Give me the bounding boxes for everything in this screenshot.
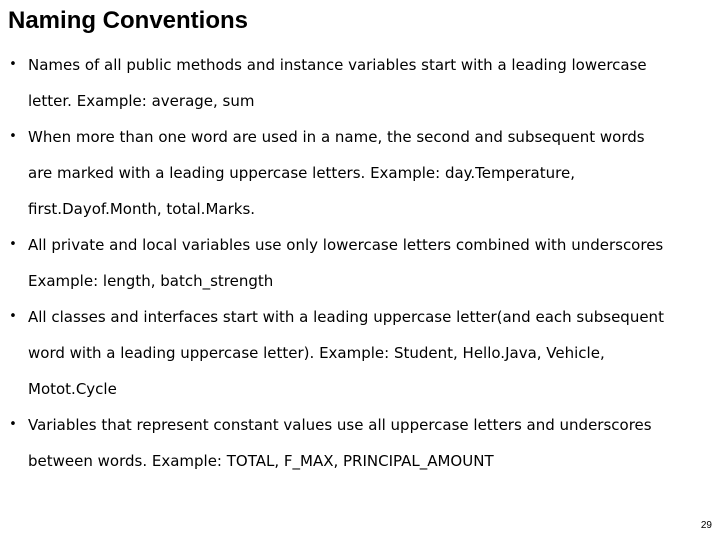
bullet-line: Names of all public methods and instance variables start with a leading lowercase bbox=[28, 56, 647, 74]
bullet-line: Example: length, batch_strength bbox=[28, 272, 274, 290]
bullet-dot-icon: • bbox=[9, 57, 17, 72]
bullet-list bbox=[6, 47, 718, 479]
bullet-item bbox=[6, 47, 718, 119]
bullet-line: Motot.Cycle bbox=[28, 380, 117, 398]
bullet-item bbox=[6, 299, 718, 407]
bullet-line: word with a leading uppercase letter). Example: Student, Hello.Java, Vehicle, bbox=[28, 344, 605, 362]
bullet-dot-icon: • bbox=[9, 417, 17, 432]
bullet-dot-icon: • bbox=[9, 309, 17, 324]
bullet-item bbox=[6, 407, 718, 479]
bullet-line: are marked with a leading uppercase letters. Example: day.Temperature, bbox=[28, 164, 575, 182]
bullet-dot-icon: • bbox=[9, 237, 17, 252]
bullet-line: Variables that represent constant values use all uppercase letters and underscores bbox=[28, 416, 652, 434]
bullet-item bbox=[6, 119, 718, 227]
bullet-line: letter. Example: average, sum bbox=[28, 92, 255, 110]
page-number: 29 bbox=[700, 520, 712, 531]
bullet-dot-icon: • bbox=[9, 129, 17, 144]
bullet-line: first.Dayof.Month, total.Marks. bbox=[28, 200, 256, 218]
bullet-line: When more than one word are used in a name, the second and subsequent words bbox=[28, 128, 645, 146]
bullet-line: All classes and interfaces start with a leading uppercase letter(and each subsequent bbox=[28, 308, 664, 326]
bullet-line: All private and local variables use only lowercase letters combined with underscores bbox=[28, 236, 664, 254]
slide-title: Naming Conventions bbox=[8, 7, 249, 34]
bullet-item bbox=[6, 227, 718, 299]
bullet-line: between words. Example: TOTAL, F_MAX, PRINCIPAL_AMOUNT bbox=[28, 452, 494, 470]
